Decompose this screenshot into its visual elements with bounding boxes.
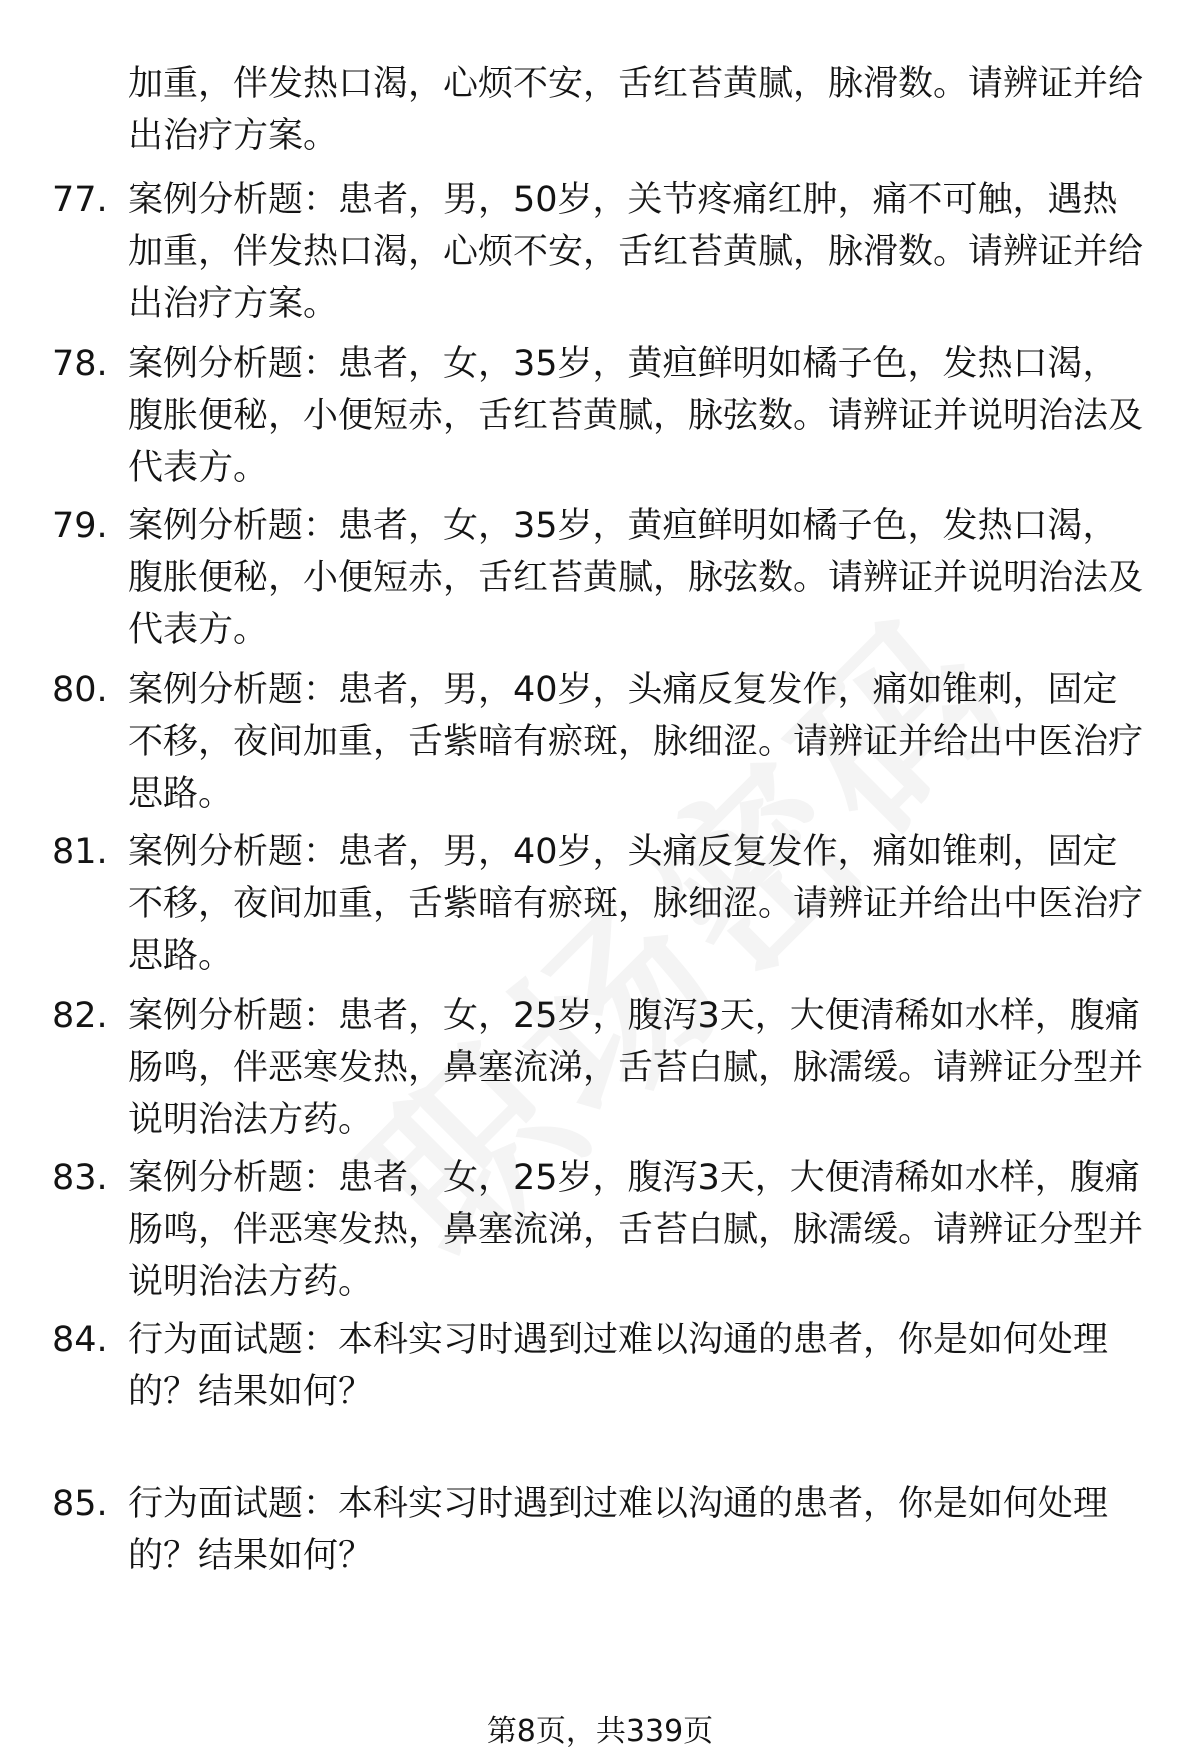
question-number: 77. — [52, 180, 108, 220]
question-number: 79. — [52, 506, 108, 546]
question-text: 案例分析题：患者，男，40岁，头痛反复发作，痛如锥刺，固定不移，夜间加重，舌紫暗有瘀斑，脉细涩。请辨证并给出中医治疗思路。 — [128, 832, 1144, 976]
question-number: 80. — [52, 670, 108, 710]
question-number: 83. — [52, 1158, 108, 1198]
question-text: 案例分析题：患者，女，35岁，黄疸鲜明如橘子色，发热口渴，腹胀便秘，小便短赤，舌红苔黄腻，脉弦数。请辨证并说明治法及代表方。 — [128, 506, 1144, 650]
question-number: 78. — [52, 344, 108, 384]
question-text: 案例分析题：患者，女，25岁，腹泻3天，大便清稀如水样，腹痛肠鸣，伴恶寒发热，鼻塞流涕，舌苔白腻，脉濡缓。请辨证分型并说明治法方药。 — [128, 996, 1144, 1140]
question-number: 81. — [52, 832, 108, 872]
question-number: 82. — [52, 996, 108, 1036]
question-text: 案例分析题：患者，女，35岁，黄疸鲜明如橘子色，发热口渴，腹胀便秘，小便短赤，舌红苔黄腻，脉弦数。请辨证并说明治法及代表方。 — [128, 344, 1144, 488]
question-text: 行为面试题：本科实习时遇到过难以沟通的患者，你是如何处理的？结果如何？ — [128, 1484, 1109, 1576]
question-text: 行为面试题：本科实习时遇到过难以沟通的患者，你是如何处理的？结果如何？ — [128, 1320, 1109, 1412]
question-number: 85. — [52, 1484, 108, 1524]
question-text: 案例分析题：患者，男，50岁，关节疼痛红肿，痛不可触，遇热加重，伴发热口渴，心烦不安，舌红苔黄腻，脉滑数。请辨证并给出治疗方案。 — [128, 180, 1144, 324]
continued-question-text: 加重，伴发热口渴，心烦不安，舌红苔黄腻，脉滑数。请辨证并给出治疗方案。 — [128, 64, 1144, 156]
question-number: 84. — [52, 1320, 108, 1360]
question-text: 案例分析题：患者，男，40岁，头痛反复发作，痛如锥刺，固定不移，夜间加重，舌紫暗有瘀斑，脉细涩。请辨证并给出中医治疗思路。 — [128, 670, 1144, 814]
question-text: 案例分析题：患者，女，25岁，腹泻3天，大便清稀如水样，腹痛肠鸣，伴恶寒发热，鼻塞流涕，舌苔白腻，脉濡缓。请辨证分型并说明治法方药。 — [128, 1158, 1144, 1302]
page-footer: 第8页，共339页 — [486, 1714, 714, 1749]
